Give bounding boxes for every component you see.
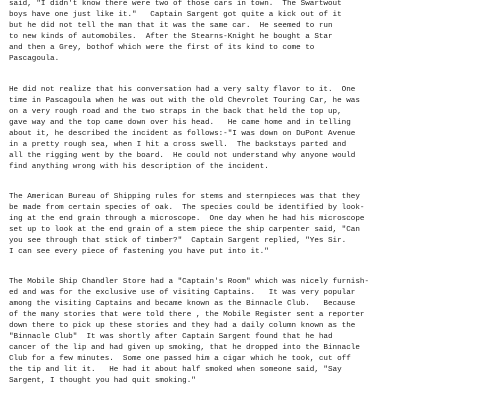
text-line: in a pretty rough sea, when I hit a cross swell. The backstays parted and — [9, 141, 347, 149]
text-line: boys have one just like it." Captain Sargent got quite a kick out of it — [9, 11, 342, 19]
text-line: The American Bureau of Shipping rules for stems and sternpieces was that they — [9, 193, 360, 201]
text-line: about it, he described the incident as follows:-"I was down on DuPont Avenue — [9, 130, 356, 138]
text-line: ed and was for the exclusive use of visiting Captains. It was very popular — [9, 289, 356, 297]
text-line: on a very rough road and the two straps in the back that held the top up, — [9, 108, 342, 116]
text-line: set up to look at the end grain of a stem piece the ship carpenter said, "Can — [9, 226, 360, 234]
text-line: I can see every piece of fastening you have put into it." — [9, 248, 269, 256]
text-line: down there to pick up these stories and they had a daily column known as the — [9, 322, 356, 330]
text-line: He did not realize that his conversation had a very salty flavor to it. One — [9, 86, 356, 94]
text-line: Club for a few minutes. Some one passed him a cigar which he took, cut off — [9, 355, 351, 363]
text-line: said, "I didn't know there were two of those cars in town. The Swartwout — [9, 0, 342, 8]
text-line: cancer of the lip and had given up smoking, that he dropped into the Binnacle — [9, 344, 360, 352]
text-line: to new kinds of automobiles. After the Stearns-Knight he bought a Star — [9, 33, 333, 41]
text-line: The Mobile Ship Chandler Store had a "Captain's Room" which was nicely furnish- — [9, 278, 370, 286]
text-line: Pascagoula. — [9, 55, 60, 63]
text-line: time in Pascagoula when he was out with the old Chevrolet Touring Car, he was — [9, 97, 360, 105]
text-line: "Binnacle Club" It was shortly after Captain Sargent found that he had — [9, 333, 333, 341]
text-line: ing at the end grain through a microscope. One day when he had his microscope — [9, 215, 365, 223]
text-line: and then a Grey, bothof which were the first of its kind to come to — [9, 44, 315, 52]
text-line: the tip and lit it. He had it about half smoked when someone said, "Say — [9, 366, 342, 374]
text-line: Sargent, I thought you had quit smoking." — [9, 377, 196, 385]
text-line: be made from certain species of oak. The species could be identified by look- — [9, 204, 365, 212]
text-line: of the many stories that were told there , the Mobile Register sent a reporter — [9, 311, 365, 319]
text-line: gave way and the top came down over his head. He came home and in telling — [9, 119, 351, 127]
text-line: you see through that stick of timber?" Captain Sargent replied, "Yes Sir. — [9, 237, 347, 245]
text-line: among the visiting Captains and became known as the Binnacle Club. Because — [9, 300, 356, 308]
text-line: but he did not tell the man that it was the same car. He seemed to run — [9, 22, 333, 30]
text-line: find anything wrong with his description of the incident. — [9, 163, 269, 171]
text-line: all the rigging went by the board. He could not understand why anyone would — [9, 152, 356, 160]
